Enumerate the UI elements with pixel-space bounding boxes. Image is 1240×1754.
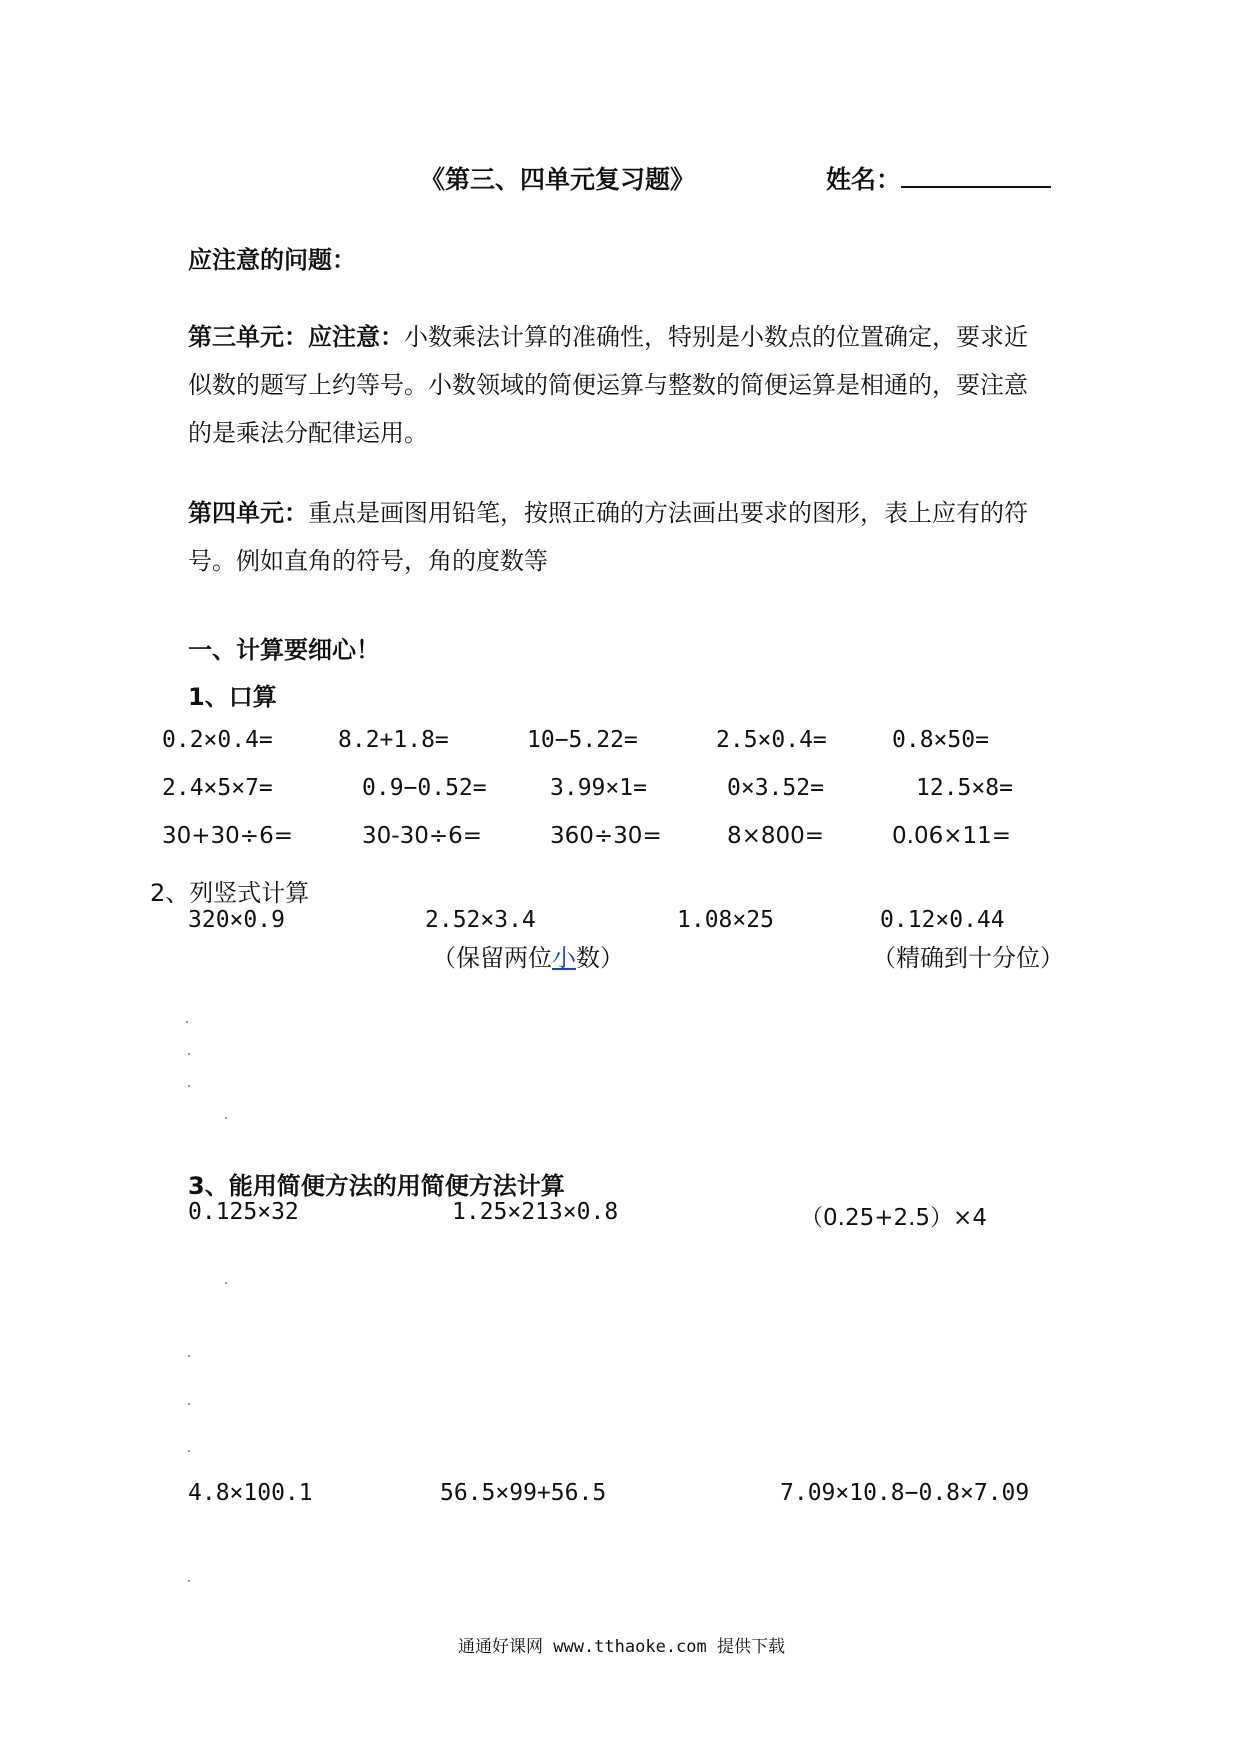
vertical-calc-label: 2、列竖式计算 [150, 879, 310, 907]
unit3-line3: 的是乘法分配律运用。 [188, 419, 428, 447]
footer-source: 通通好课网 www.tthaoke.com 提供下载 [458, 1637, 785, 1657]
name-field[interactable] [826, 160, 1051, 196]
oral-problem: 0×3.52= [727, 775, 824, 801]
oral-problem: 360÷30= [550, 823, 662, 849]
scan-dot [186, 1021, 188, 1023]
oral-problem: 12.5×8= [916, 775, 1013, 801]
vertical-problem: 1.08×25 [677, 907, 774, 933]
unit4-text-1: 重点是画图用铅笔，按照正确的方法画出要求的图形，表上应有的符 [308, 499, 1028, 527]
scan-dot [225, 1282, 227, 1284]
oral-problem: 30-30÷6= [362, 823, 483, 849]
oral-calc-label: 1、口算 [188, 683, 277, 711]
hyperlink-text[interactable]: 小 [552, 944, 576, 972]
round-note-prefix: （保留两位 [432, 944, 552, 972]
simplify-problem: 1.25×213×0.8 [452, 1199, 619, 1225]
oral-problem: 0.06×11= [892, 823, 1012, 849]
section1-heading: 一、计算要细心！ [188, 636, 380, 664]
unit3-text-1: 小数乘法计算的准确性，特别是小数点的位置确定，要求近 [404, 323, 1028, 351]
simplify-problem: 56.5×99+56.5 [440, 1480, 607, 1506]
oral-problem: 2.4×5×7= [162, 775, 273, 801]
oral-problem: 30+30÷6= [162, 823, 293, 849]
oral-problem: 0.8×50= [892, 727, 989, 753]
scan-dot [188, 1085, 190, 1087]
vertical-problem: 2.52×3.4 [425, 907, 536, 933]
oral-problem: 10−5.22= [527, 727, 638, 753]
unit3-line1 [188, 317, 1028, 352]
simplify-problem: 0.125×32 [188, 1199, 299, 1225]
scan-dot [188, 1450, 190, 1452]
vertical-problem: 320×0.9 [188, 907, 285, 933]
unit4-line2: 号。例如直角的符号，角的度数等 [188, 547, 548, 575]
round-note-suffix: 数） [576, 944, 624, 972]
unit4-line1 [188, 493, 1028, 528]
scan-dot [188, 1053, 190, 1055]
unit3-emphasis: 应注意： [308, 323, 404, 351]
simplify-problem: （0.25+2.5）×4 [800, 1205, 987, 1231]
scan-dot [225, 1117, 227, 1119]
unit3-label: 第三单元： [188, 323, 308, 351]
oral-problem: 8×800= [727, 823, 825, 849]
round-note-hundredths [432, 938, 624, 973]
unit4-label: 第四单元： [188, 499, 308, 527]
name-blank-line[interactable] [901, 164, 1051, 188]
unit3-line2: 似数的题写上约等号。小数领域的简便运算与整数的简便运算是相通的，要注意 [188, 371, 1028, 399]
notes-heading: 应注意的问题： [188, 246, 356, 274]
round-note-tenths: （精确到十分位） [872, 944, 1064, 972]
oral-problem: 3.99×1= [550, 775, 647, 801]
simplify-problem: 7.09×10.8−0.8×7.09 [780, 1480, 1030, 1506]
worksheet-title: 《第三、四单元复习题》 [420, 165, 696, 194]
oral-problem: 8.2+1.8= [338, 727, 449, 753]
oral-problem: 0.2×0.4= [162, 727, 273, 753]
scan-dot [188, 1403, 190, 1405]
oral-problem: 2.5×0.4= [716, 727, 827, 753]
simplify-calc-label: 3、能用简便方法的用简便方法计算 [188, 1172, 565, 1200]
name-label: 姓名： [826, 165, 902, 194]
simplify-problem: 4.8×100.1 [188, 1480, 313, 1506]
oral-problem: 0.9−0.52= [362, 775, 487, 801]
scan-dot [188, 1580, 190, 1582]
vertical-problem: 0.12×0.44 [880, 907, 1005, 933]
scan-dot [188, 1355, 190, 1357]
